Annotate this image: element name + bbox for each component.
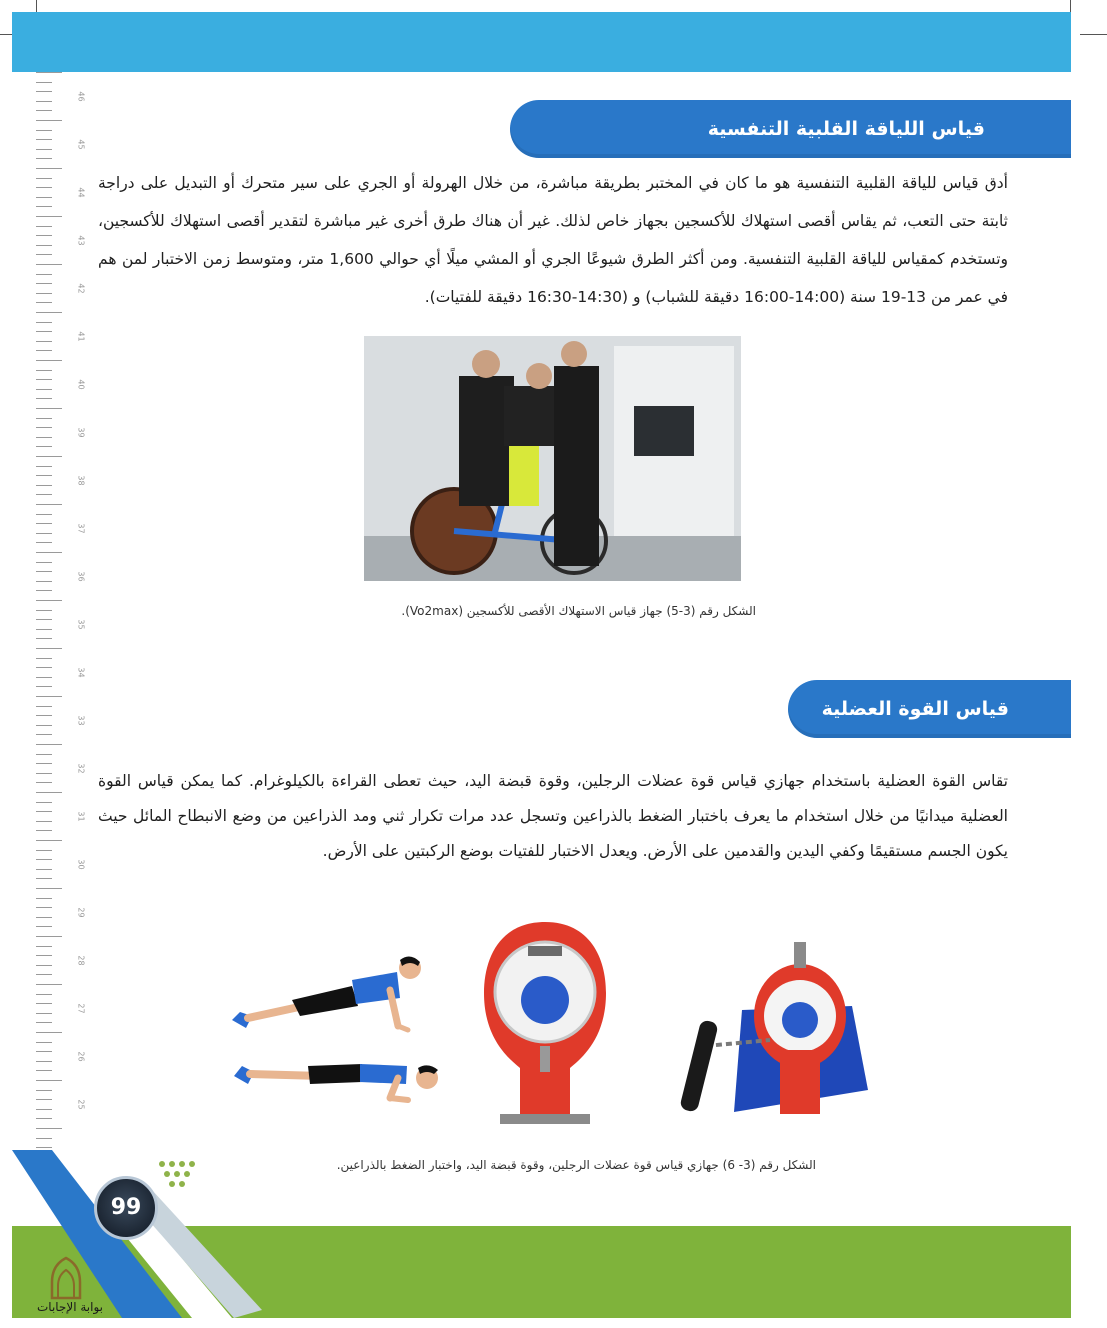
page-number-badge: 99	[94, 1176, 158, 1240]
ruler-tick	[36, 226, 52, 227]
crop-mark	[1080, 34, 1107, 35]
ruler-tick	[36, 821, 52, 822]
page-ruler	[36, 72, 96, 1152]
ruler-tick	[36, 408, 62, 409]
ruler-tick	[36, 1080, 62, 1081]
ruler-number: 31	[76, 811, 86, 822]
ruler-tick	[36, 149, 52, 150]
ruler-tick	[36, 533, 52, 534]
ruler-tick	[36, 178, 52, 179]
ruler-tick	[36, 456, 62, 457]
ruler-tick	[36, 187, 52, 188]
ruler-tick	[36, 792, 62, 793]
ruler-tick	[36, 1109, 52, 1110]
ruler-tick	[36, 312, 62, 313]
ruler-tick	[36, 1022, 52, 1023]
ruler-tick	[36, 216, 62, 217]
ruler-tick	[36, 840, 62, 841]
ruler-tick	[36, 926, 52, 927]
ruler-number: 32	[76, 763, 86, 774]
ruler-tick	[36, 322, 52, 323]
ruler-tick	[36, 898, 52, 899]
ruler-tick	[36, 658, 52, 659]
ruler-tick	[36, 590, 52, 591]
ruler-tick	[36, 514, 52, 515]
vo2max-photo-illustration	[364, 336, 741, 581]
ruler-tick	[36, 1070, 52, 1071]
ruler-tick	[36, 1003, 52, 1004]
top-banner	[12, 12, 1071, 72]
ruler-tick	[36, 965, 52, 966]
ruler-tick	[36, 600, 62, 601]
ruler-tick	[36, 754, 52, 755]
ruler-tick	[36, 677, 52, 678]
ruler-tick	[36, 782, 52, 783]
ruler-tick	[36, 994, 52, 995]
ruler-tick	[36, 725, 52, 726]
ruler-tick	[36, 485, 52, 486]
ruler-tick	[36, 629, 52, 630]
ruler-tick	[36, 1061, 52, 1062]
ruler-tick	[36, 331, 52, 332]
ruler-tick	[36, 974, 52, 975]
ruler-tick	[36, 773, 52, 774]
ruler-tick	[36, 619, 52, 620]
pushup-illustration	[222, 950, 452, 1110]
ruler-number: 35	[76, 619, 86, 630]
ruler-tick	[36, 1042, 52, 1043]
ruler-tick	[36, 254, 52, 255]
ruler-tick	[36, 706, 52, 707]
ruler-number: 45	[76, 139, 86, 150]
ruler-tick	[36, 341, 52, 342]
ruler-tick	[36, 418, 52, 419]
ruler-tick	[36, 878, 52, 879]
hand-grip-dynamometer-illustration	[672, 940, 872, 1120]
ruler-tick	[36, 197, 52, 198]
ruler-tick	[36, 686, 52, 687]
strength-paragraph: تقاس القوة العضلية باستخدام جهازي قياس قوة عضلات الرجلين، وقوة قبضة اليد، حيث تعطى القراءة بالكيلوغرام. كما يمكن قياس القوة العضلية ميدانيًا من خلال استخدام ما يعرف باختبار الضغط بالذراعين وتسجل عدد مرات تكرار ثني ومد الذراعين من وضع الانبطاح المائل حيث يكون الجسم مستقيمًا وكفي اليدين والقدمين على الأرض. ويعدل الاختبار للفتيات بوضع الركبتين على الأرض.	[98, 772, 1008, 860]
ruler-tick	[36, 91, 52, 92]
ruler-tick	[36, 936, 62, 937]
ruler-tick	[36, 389, 52, 390]
ruler-tick	[36, 907, 52, 908]
ruler-number: 40	[76, 379, 86, 390]
ruler-tick	[36, 1032, 62, 1033]
ruler-tick	[36, 398, 52, 399]
ruler-tick	[36, 734, 52, 735]
ruler-tick	[36, 120, 62, 121]
ruler-tick	[36, 830, 52, 831]
ruler-tick	[36, 850, 52, 851]
ruler-tick	[36, 648, 62, 649]
ruler-number: 44	[76, 187, 86, 198]
ruler-tick	[36, 302, 52, 303]
ruler-number: 34	[76, 667, 86, 678]
ruler-tick	[36, 946, 52, 947]
ruler-tick	[36, 1090, 52, 1091]
section-header-cardio: قياس اللياقة القلبية التنفسية	[510, 100, 1071, 158]
ruler-tick	[36, 610, 52, 611]
figure-caption-3-5: الشكل رقم (3-5) جهاز قياس الاستهلاك الأقصى للأكسجين (Vo2max).	[401, 604, 756, 618]
ruler-tick	[36, 264, 62, 265]
ruler-tick	[36, 667, 52, 668]
ruler-tick	[36, 859, 52, 860]
ruler-tick	[36, 1013, 52, 1014]
ruler-tick	[36, 283, 52, 284]
vo2max-lab-photo	[364, 336, 741, 581]
ruler-tick	[36, 101, 52, 102]
ruler-tick	[36, 1099, 52, 1100]
ruler-tick	[36, 370, 52, 371]
ruler-tick	[36, 504, 62, 505]
ruler-tick	[36, 638, 52, 639]
ruler-tick	[36, 888, 62, 889]
ruler-tick	[36, 571, 52, 572]
ruler-tick	[36, 158, 52, 159]
figure-caption-3-6: الشكل رقم (3- 6) جهازي قياس قوة عضلات الرجلين، وقوة قبضة اليد، واختبار الضغط بالذراعين.	[336, 1158, 816, 1172]
ruler-number: 43	[76, 235, 86, 246]
ruler-tick	[36, 1051, 52, 1052]
leg-dynamometer-illustration	[480, 918, 610, 1128]
ruler-tick	[36, 245, 52, 246]
ruler-tick	[36, 562, 52, 563]
ruler-tick	[36, 446, 52, 447]
ruler-tick	[36, 542, 52, 543]
mosque-logo-icon	[46, 1256, 86, 1300]
ruler-number: 46	[76, 91, 86, 102]
ruler-tick	[36, 715, 52, 716]
ruler-number: 26	[76, 1051, 86, 1062]
ruler-number: 39	[76, 427, 86, 438]
ruler-tick	[36, 293, 52, 294]
ruler-tick	[36, 763, 52, 764]
ruler-tick	[36, 523, 52, 524]
watermark-text: بوابة الإجابات	[36, 1300, 103, 1314]
ruler-tick	[36, 1128, 62, 1129]
ruler-tick	[36, 869, 52, 870]
ruler-tick	[36, 72, 62, 73]
ruler-number: 38	[76, 475, 86, 486]
ruler-tick	[36, 811, 52, 812]
ruler-tick	[36, 802, 52, 803]
ruler-tick	[36, 1118, 52, 1119]
ruler-tick	[36, 82, 52, 83]
ruler-tick	[36, 360, 62, 361]
ruler-tick	[36, 350, 52, 351]
ruler-tick	[36, 168, 62, 169]
ruler-tick	[36, 427, 52, 428]
ruler-tick	[36, 206, 52, 207]
ruler-number: 30	[76, 859, 86, 870]
ruler-tick	[36, 984, 62, 985]
ruler-tick	[36, 274, 52, 275]
ruler-number: 25	[76, 1099, 86, 1110]
ruler-tick	[36, 139, 52, 140]
ruler-tick	[36, 110, 52, 111]
ruler-tick	[36, 379, 52, 380]
ruler-tick	[36, 1147, 52, 1148]
ruler-tick	[36, 917, 52, 918]
ruler-tick	[36, 235, 52, 236]
ruler-tick	[36, 437, 52, 438]
ruler-number: 29	[76, 907, 86, 918]
ruler-tick	[36, 955, 52, 956]
ruler-tick	[36, 744, 62, 745]
ruler-number: 41	[76, 331, 86, 342]
ruler-number: 37	[76, 523, 86, 534]
ruler-tick	[36, 696, 62, 697]
cardio-paragraph: أدق قياس للياقة القلبية التنفسية هو ما كان في المختبر بطريقة مباشرة، من خلال الهرولة أو الجري على سير متحرك أو التبديل على دراجة ثابتة حتى التعب، ثم يقاس أقصى استهلاك للأكسجين بجهاز خاص لذلك. غير أن هناك طرق أخرى غير مباشرة لتقدير أقصى استهلاك للأكسجين، وتستخدم كمقياس للياقة القلبية التنفسية. ومن أكثر الطرق شيوعًا الجري أو المشي ميلًا أي حوالي 1,600 متر، ومتوسط زمن الاختبار لمن هم في عمر من 13-19 سنة (14:00-16:00 دقيقة للشباب) و (14:30-16:30 دقيقة للفتيات).	[98, 174, 1008, 306]
ruler-tick	[36, 130, 52, 131]
ruler-number: 27	[76, 1003, 86, 1014]
ruler-number: 42	[76, 283, 86, 294]
ruler-number: 28	[76, 955, 86, 966]
ruler-tick	[36, 466, 52, 467]
ruler-number: 36	[76, 571, 86, 582]
section-header-strength: قياس القوة العضلية	[788, 680, 1071, 738]
ruler-number: 33	[76, 715, 86, 726]
ruler-tick	[36, 475, 52, 476]
ruler-tick	[36, 581, 52, 582]
ruler-tick	[36, 552, 62, 553]
ruler-tick	[36, 1138, 52, 1139]
ruler-tick	[36, 494, 52, 495]
